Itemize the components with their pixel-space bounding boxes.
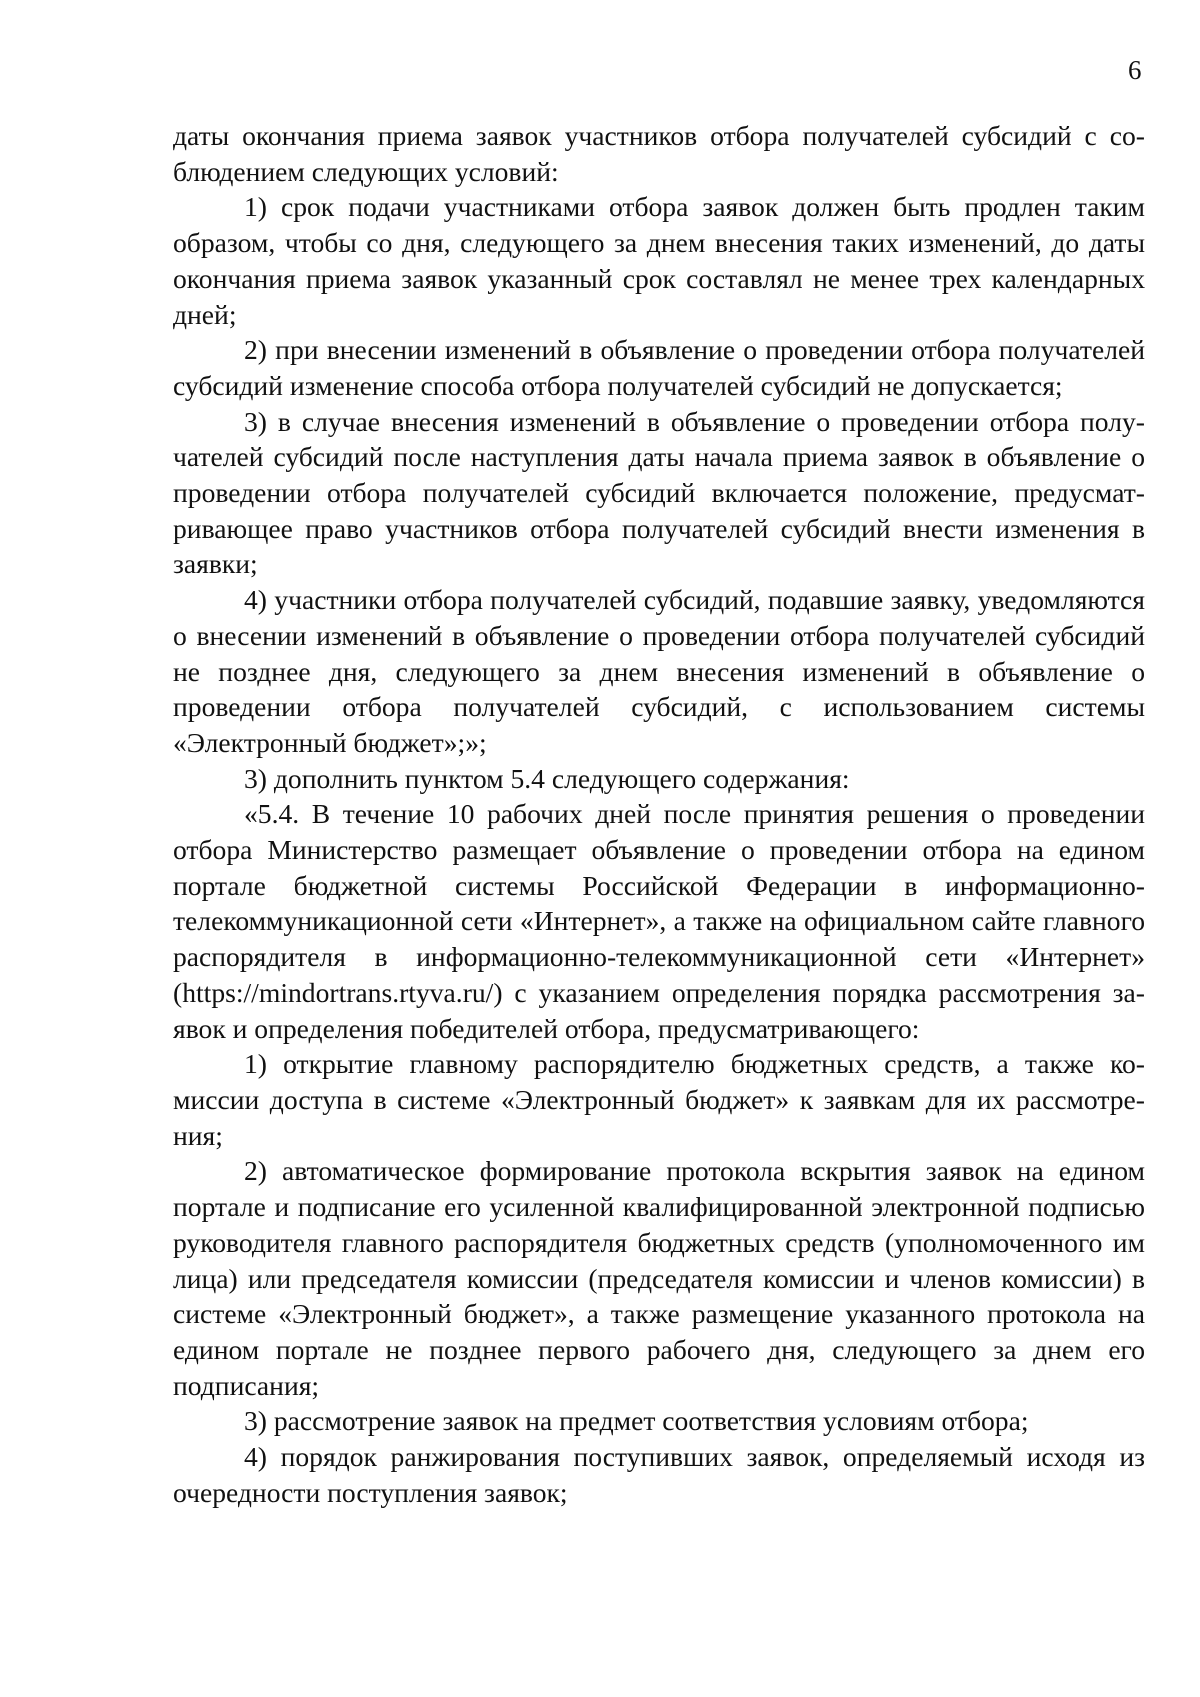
paragraph-item-3-changes: 3) в случае внесения изменений в объявление о проведении отбора получателей субсидий после наступления даты начала приема заявок в объявление о проведении отбора получателей субсидий включается положение, предусматривающее право участников отбора получателей субсидий внести изменения в заявки; bbox=[173, 405, 1145, 580]
paragraph-item-2-method: 2) при внесении изменений в объявление о проведении отбора получателей субсидий изменение способа отбора получателей субсидий не допускается; bbox=[173, 334, 1145, 401]
paragraph-item-4-notification: 4) участники отбора получателей субсидий, подавшие заявку, уведомляются о внесении изменений в объявление о проведении отбора получателей субсидий не позднее дня, следующего за днем внесения изменений в объявление о проведении отбора получателей субсидий, с использованием системы «Электронный бюджет»;»; bbox=[173, 584, 1145, 758]
paragraph-amendment-5-4: 3) дополнить пунктом 5.4 следующего содержания: bbox=[244, 762, 850, 794]
paragraph-clause-item-3: 3) рассмотрение заявок на предмет соответствия условиям отбора; bbox=[244, 1405, 1029, 1437]
paragraph-item-1-extension: 1) срок подачи участниками отбора заявок должен быть продлен таким образом, чтобы со дня, следующего за днем внесения таких изменений, до даты окончания приема заявок указанный срок составлял не менее трех календарных дней; bbox=[173, 191, 1145, 330]
paragraph-clause-5-4: «5.4. В течение 10 рабочих дней после принятия решения о проведении отбора Министерство размещает объявление о проведении отбора на едином портале бюджетной системы Российской Федерации в информационно-телекоммуникационной сети «Интернет», а также на официальном сайте главного распорядителя в информационно-телекоммуникационной сети «Интернет» (https://mindortrans.rtyva.ru/) с указанием определения порядка рассмотрения заявок и определения победителей отбора, предусматривающего: bbox=[173, 798, 1145, 1044]
paragraph-clause-item-1: 1) открытие главному распорядителю бюджетных средств, а также комиссии доступа в системе «Электронный бюджет» к заявкам для их рассмотрения; bbox=[173, 1048, 1145, 1151]
page-number: 6 bbox=[1128, 55, 1142, 85]
paragraph-clause-item-4: 4) порядок ранжирования поступивших заявок, определяемый исходя из очередности поступления заявок; bbox=[173, 1441, 1145, 1508]
paragraph-clause-item-2: 2) автоматическое формирование протокола вскрытия заявок на едином портале и подписание его усиленной квалифицированной электронной подписью руководителя главного распорядителя бюджетных средств (уполномоченного им лица) или председателя комиссии (председателя комиссии и членов комиссии) в системе «Электронный бюджет», а также размещение указанного протокола на едином портале не позднее первого рабочего дня, следующего за днем его подписания; bbox=[173, 1155, 1145, 1401]
document-body bbox=[173, 118, 1145, 1510]
paragraph-continuation: даты окончания приема заявок участников отбора получателей субсидий с соблюдением следующих условий: bbox=[173, 120, 1145, 187]
